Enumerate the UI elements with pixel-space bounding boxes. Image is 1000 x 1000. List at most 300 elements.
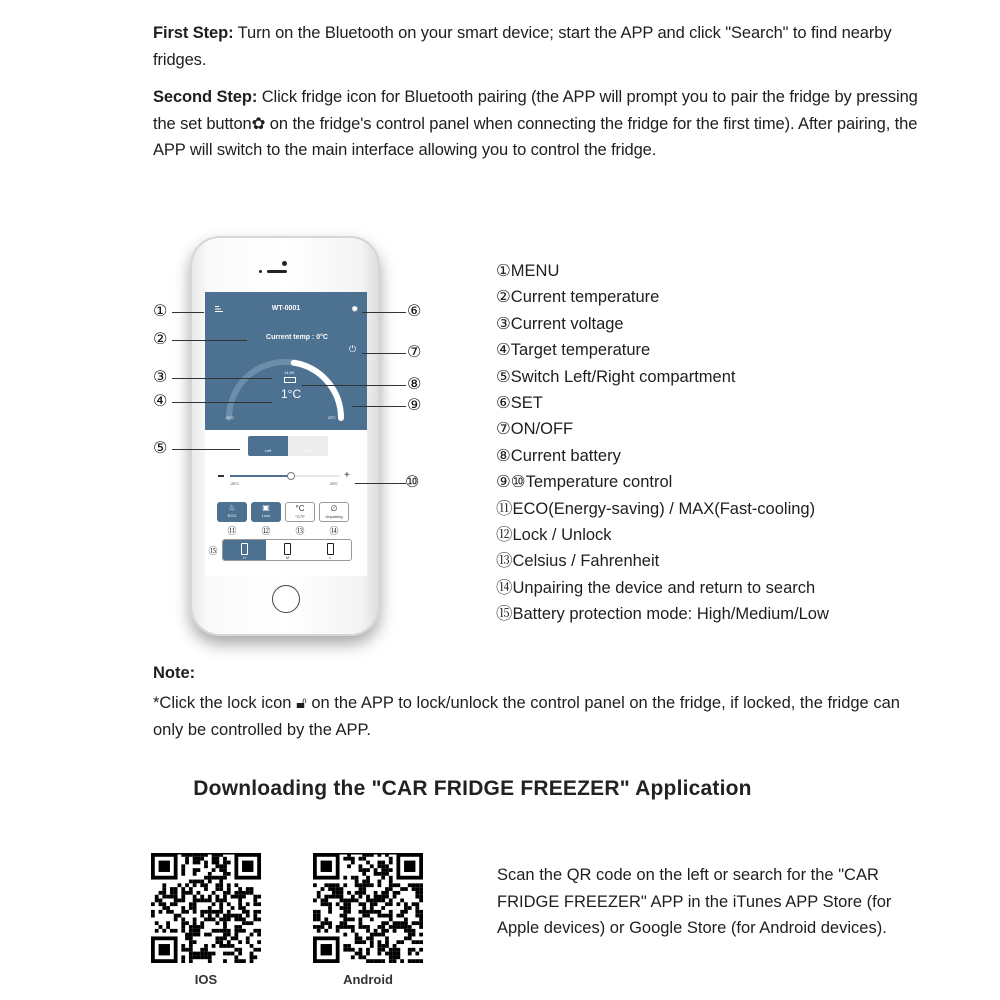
qr-module	[155, 921, 159, 925]
qr-module	[366, 880, 370, 884]
qr-module	[400, 914, 404, 918]
qr-module	[257, 933, 261, 937]
qr-module	[162, 906, 166, 910]
qr-module	[377, 864, 381, 868]
qr-module	[238, 887, 242, 891]
qr-module	[181, 895, 185, 899]
qr-module	[385, 921, 389, 925]
qr-module	[351, 955, 355, 959]
qr-module	[208, 895, 212, 899]
qr-module	[250, 959, 254, 963]
qr-module	[404, 936, 408, 940]
qr-module	[336, 929, 340, 933]
compartment-right-button[interactable]: Right	[288, 436, 328, 456]
second-step-text-1: Click fridge icon for Bluetooth pairing (the APP will prompt you to pair the fridge by pressing the set button	[153, 88, 918, 133]
qr-module	[389, 955, 393, 959]
qr-module	[366, 936, 370, 940]
qr-module	[347, 925, 351, 929]
qr-module	[238, 940, 242, 944]
qr-module	[212, 952, 216, 956]
qr-module	[321, 899, 325, 903]
qr-module	[313, 925, 317, 929]
qr-module	[219, 868, 223, 872]
callout-line-2	[172, 340, 247, 341]
qr-module	[381, 959, 385, 963]
qr-module	[412, 902, 416, 906]
celsius-icon: °C	[295, 504, 305, 513]
qr-module	[219, 864, 223, 868]
qr-module	[189, 880, 193, 884]
qr-module	[253, 955, 257, 959]
voltage-readout: 14.8V	[284, 370, 295, 375]
qr-module	[185, 861, 189, 865]
qr-module	[415, 891, 419, 895]
qr-module	[313, 910, 317, 914]
phone-camera	[282, 261, 287, 266]
first-step-text: Turn on the Bluetooth on your smart device; start the APP and click "Search" to find nearby fridges.	[153, 24, 892, 69]
qr-module	[385, 936, 389, 940]
qr-module	[200, 952, 204, 956]
qr-module	[193, 929, 197, 933]
power-icon[interactable]: ⏻	[349, 344, 357, 354]
battery-mode-label: L	[329, 556, 332, 560]
qr-module	[174, 917, 178, 921]
qr-module	[246, 936, 250, 940]
temperature-gauge[interactable]	[205, 292, 367, 430]
unit-label: °C/°F	[295, 514, 305, 519]
qr-module	[328, 883, 332, 887]
qr-module	[313, 917, 317, 921]
qr-module	[393, 891, 397, 895]
qr-module	[336, 883, 340, 887]
qr-module	[359, 940, 363, 944]
qr-module	[189, 933, 193, 937]
qr-module	[385, 868, 389, 872]
qr-module	[223, 861, 227, 865]
qr-module	[234, 917, 238, 921]
qr-module	[219, 929, 223, 933]
unpairing-label: Unpairing	[325, 514, 343, 519]
qr-module	[396, 952, 400, 956]
qr-module	[227, 914, 231, 918]
qr-module	[170, 902, 174, 906]
qr-module	[197, 933, 201, 937]
callout-3: ③	[153, 369, 168, 386]
qr-module	[343, 906, 347, 910]
battery-mode-medium[interactable]	[266, 540, 309, 560]
qr-module	[219, 906, 223, 910]
qr-module	[400, 910, 404, 914]
qr-module	[159, 925, 163, 929]
qr-module	[419, 914, 423, 918]
qr-module	[400, 899, 404, 903]
callout-14: ⑭	[329, 526, 339, 536]
qr-module	[396, 902, 400, 906]
qr-module	[219, 936, 223, 940]
qr-module	[340, 906, 344, 910]
qr-module	[246, 921, 250, 925]
callout-7: ⑦	[407, 344, 422, 361]
qr-module	[370, 883, 374, 887]
qr-module	[215, 940, 219, 944]
qr-module	[238, 891, 242, 895]
callout-9: ⑨	[407, 397, 422, 414]
lock-button[interactable]	[251, 502, 281, 522]
qr-module	[377, 959, 381, 963]
qr-module	[208, 876, 212, 880]
qr-module	[332, 891, 336, 895]
qr-module	[370, 864, 374, 868]
qr-module	[234, 955, 238, 959]
qr-module	[385, 944, 389, 948]
qr-module	[396, 940, 400, 944]
compartment-left-button[interactable]: Left	[248, 436, 288, 456]
qr-module	[385, 914, 389, 918]
qr-module	[404, 917, 408, 921]
qr-module	[189, 944, 193, 948]
qr-module	[408, 929, 412, 933]
qr-module	[181, 887, 185, 891]
second-step-label: Second Step:	[153, 88, 258, 106]
qr-module	[328, 902, 332, 906]
qr-finder	[404, 861, 415, 872]
qr-module	[151, 902, 155, 906]
eco-label: ECO	[227, 513, 237, 518]
callout-line-5	[172, 449, 240, 450]
qr-module	[204, 948, 208, 952]
qr-module	[415, 914, 419, 918]
increase-temp-button[interactable]: +	[344, 470, 350, 481]
qr-module	[366, 925, 370, 929]
qr-module	[223, 925, 227, 929]
qr-module	[197, 925, 201, 929]
qr-module	[313, 899, 317, 903]
qr-module	[343, 933, 347, 937]
qr-module	[257, 902, 261, 906]
qr-module	[370, 940, 374, 944]
slider-fill	[230, 475, 291, 477]
qr-module	[355, 899, 359, 903]
qr-module	[404, 921, 408, 925]
download-description: Scan the QR code on the left or search for the "CAR FRIDGE FREEZER" APP in the iTunes APP Store (for Apple devices) or Google Store (for Android devices).	[497, 866, 892, 937]
battery-mode-label: M	[286, 556, 289, 560]
qr-module	[189, 952, 193, 956]
qr-module	[347, 899, 351, 903]
qr-module	[208, 872, 212, 876]
qr-module	[381, 925, 385, 929]
qr-module	[181, 944, 185, 948]
qr-module	[162, 883, 166, 887]
qr-module	[377, 948, 381, 952]
qr-module	[166, 921, 170, 925]
qr-module	[381, 861, 385, 865]
qr-module	[189, 936, 193, 940]
gear-icon: ✿	[251, 114, 266, 133]
qr-module	[324, 883, 328, 887]
qr-module	[415, 952, 419, 956]
qr-module	[215, 883, 219, 887]
unit-toggle-button[interactable]	[285, 502, 315, 522]
qr-module	[393, 952, 397, 956]
qr-module	[393, 929, 397, 933]
qr-module	[197, 868, 201, 872]
qr-module	[359, 883, 363, 887]
qr-module	[415, 910, 419, 914]
slider-min-label: -20°C	[230, 482, 239, 486]
qr-module	[234, 936, 238, 940]
qr-module	[336, 925, 340, 929]
qr-module	[340, 895, 344, 899]
qr-module	[185, 936, 189, 940]
gear-icon[interactable]: ✹	[351, 304, 359, 314]
qr-module	[351, 861, 355, 865]
callout-13: ⑬	[295, 526, 305, 536]
qr-module	[408, 952, 412, 956]
qr-module	[321, 902, 325, 906]
qr-module	[223, 868, 227, 872]
qr-module	[377, 883, 381, 887]
gauge-max-label: 20°C	[328, 416, 336, 420]
qr-module	[366, 929, 370, 933]
qr-module	[351, 929, 355, 933]
qr-module	[343, 925, 347, 929]
qr-module	[359, 895, 363, 899]
qr-module	[219, 876, 223, 880]
qr-module	[359, 921, 363, 925]
qr-module	[317, 925, 321, 929]
qr-module	[389, 861, 393, 865]
qr-module	[343, 948, 347, 952]
qr-module	[200, 925, 204, 929]
qr-module	[215, 899, 219, 903]
qr-module	[351, 876, 355, 880]
qr-module	[219, 944, 223, 948]
qr-module	[253, 948, 257, 952]
qr-module	[351, 917, 355, 921]
legend-item: ③Current voltage	[496, 314, 624, 333]
qr-module	[324, 895, 328, 899]
qr-module	[415, 887, 419, 891]
qr-module	[377, 861, 381, 865]
qr-module	[215, 910, 219, 914]
qr-module	[204, 864, 208, 868]
qr-module	[381, 944, 385, 948]
qr-module	[204, 933, 208, 937]
qr-module	[234, 948, 238, 952]
legend-item: ①MENU	[496, 262, 560, 280]
qr-module	[215, 864, 219, 868]
qr-module	[404, 887, 408, 891]
qr-module	[385, 891, 389, 895]
qr-module	[197, 891, 201, 895]
qr-module	[181, 917, 185, 921]
decrease-temp-button[interactable]	[218, 475, 224, 477]
qr-module	[227, 952, 231, 956]
qr-module	[419, 917, 423, 921]
qr-module	[181, 921, 185, 925]
qr-module	[193, 933, 197, 937]
qr-module	[370, 917, 374, 921]
qr-module	[204, 955, 208, 959]
qr-module	[370, 910, 374, 914]
qr-module	[355, 883, 359, 887]
qr-module	[385, 887, 389, 891]
qr-module	[374, 910, 378, 914]
qr-module	[419, 933, 423, 937]
qr-module	[223, 895, 227, 899]
qr-module	[253, 902, 257, 906]
qr-module	[185, 883, 189, 887]
qr-module	[242, 910, 246, 914]
qr-module	[219, 883, 223, 887]
qr-module	[193, 955, 197, 959]
qr-module	[370, 959, 374, 963]
qr-module	[336, 902, 340, 906]
qr-module	[381, 864, 385, 868]
qr-module	[223, 944, 227, 948]
qr-module	[362, 925, 366, 929]
qr-module	[242, 921, 246, 925]
qr-module	[250, 891, 254, 895]
qr-module	[219, 910, 223, 914]
qr-module	[170, 929, 174, 933]
qr-module	[231, 895, 235, 899]
qr-module	[238, 899, 242, 903]
qr-finder	[321, 944, 332, 955]
qr-module	[393, 895, 397, 899]
qr-module	[246, 940, 250, 944]
qr-module	[238, 948, 242, 952]
qr-module	[223, 891, 227, 895]
qr-module	[208, 959, 212, 963]
second-step-paragraph	[153, 84, 923, 164]
qr-module	[336, 895, 340, 899]
qr-module	[400, 959, 404, 963]
callout-line-3	[172, 378, 272, 379]
battery-mode-high[interactable]	[223, 540, 266, 560]
qr-module	[381, 868, 385, 872]
qr-module	[242, 929, 246, 933]
qr-module	[419, 895, 423, 899]
qr-module	[212, 857, 216, 861]
qr-module	[162, 887, 166, 891]
qr-module	[317, 914, 321, 918]
qr-module	[178, 899, 182, 903]
qr-module	[340, 914, 344, 918]
qr-module	[234, 929, 238, 933]
qr-module	[227, 902, 231, 906]
qr-module	[419, 883, 423, 887]
unpairing-button[interactable]	[319, 502, 349, 522]
eco-button[interactable]	[217, 502, 247, 522]
phone-sensor	[259, 270, 262, 273]
qr-module	[185, 933, 189, 937]
qr-module	[362, 883, 366, 887]
qr-module	[189, 887, 193, 891]
battery-icon	[284, 543, 291, 555]
qr-module	[385, 902, 389, 906]
qr-module	[174, 902, 178, 906]
qr-module	[212, 861, 216, 865]
qr-module	[317, 910, 321, 914]
qr-module	[366, 959, 370, 963]
qr-module	[381, 921, 385, 925]
qr-module	[381, 906, 385, 910]
qr-module	[151, 914, 155, 918]
qr-module	[193, 857, 197, 861]
qr-module	[328, 921, 332, 925]
qr-module	[159, 899, 163, 903]
battery-mode-low[interactable]	[309, 540, 352, 560]
battery-mode-label: H	[243, 556, 246, 560]
qr-module	[370, 899, 374, 903]
qr-module	[227, 891, 231, 895]
qr-module	[419, 948, 423, 952]
qr-module	[347, 891, 351, 895]
callout-12: ⑫	[261, 526, 271, 536]
qr-module	[204, 876, 208, 880]
qr-module	[181, 929, 185, 933]
qr-module	[231, 936, 235, 940]
legend-item: ②Current temperature	[496, 288, 660, 307]
qr-module	[389, 910, 393, 914]
qr-module	[381, 891, 385, 895]
qr-module	[374, 933, 378, 937]
qr-module	[250, 952, 254, 956]
qr-module	[385, 864, 389, 868]
callout-line-1	[172, 312, 204, 313]
qr-module	[370, 944, 374, 948]
callout-11: ⑪	[227, 526, 237, 536]
qr-module	[166, 906, 170, 910]
qr-module	[253, 910, 257, 914]
qr-module	[215, 895, 219, 899]
temperature-slider[interactable]	[230, 475, 340, 477]
qr-module	[155, 929, 159, 933]
qr-module	[208, 899, 212, 903]
qr-module	[359, 910, 363, 914]
qr-module	[408, 959, 412, 963]
qr-module	[343, 857, 347, 861]
qr-module	[193, 899, 197, 903]
qr-module	[362, 940, 366, 944]
qr-module	[366, 948, 370, 952]
qr-module	[234, 883, 238, 887]
slider-thumb[interactable]	[287, 472, 295, 480]
qr-module	[215, 876, 219, 880]
qr-module	[377, 925, 381, 929]
qr-module	[374, 959, 378, 963]
qr-module	[200, 921, 204, 925]
qr-module	[200, 910, 204, 914]
qr-module	[223, 929, 227, 933]
qr-module	[396, 921, 400, 925]
qr-module	[204, 917, 208, 921]
qr-module	[219, 899, 223, 903]
qr-module	[234, 895, 238, 899]
qr-module	[197, 857, 201, 861]
qr-module	[215, 861, 219, 865]
qr-module	[317, 891, 321, 895]
qr-module	[362, 955, 366, 959]
note-text	[153, 690, 923, 743]
qr-module	[227, 917, 231, 921]
gauge-min-label: -20°C	[225, 416, 234, 420]
qr-module	[166, 925, 170, 929]
qr-module	[355, 940, 359, 944]
qr-module	[347, 864, 351, 868]
qr-module	[340, 891, 344, 895]
